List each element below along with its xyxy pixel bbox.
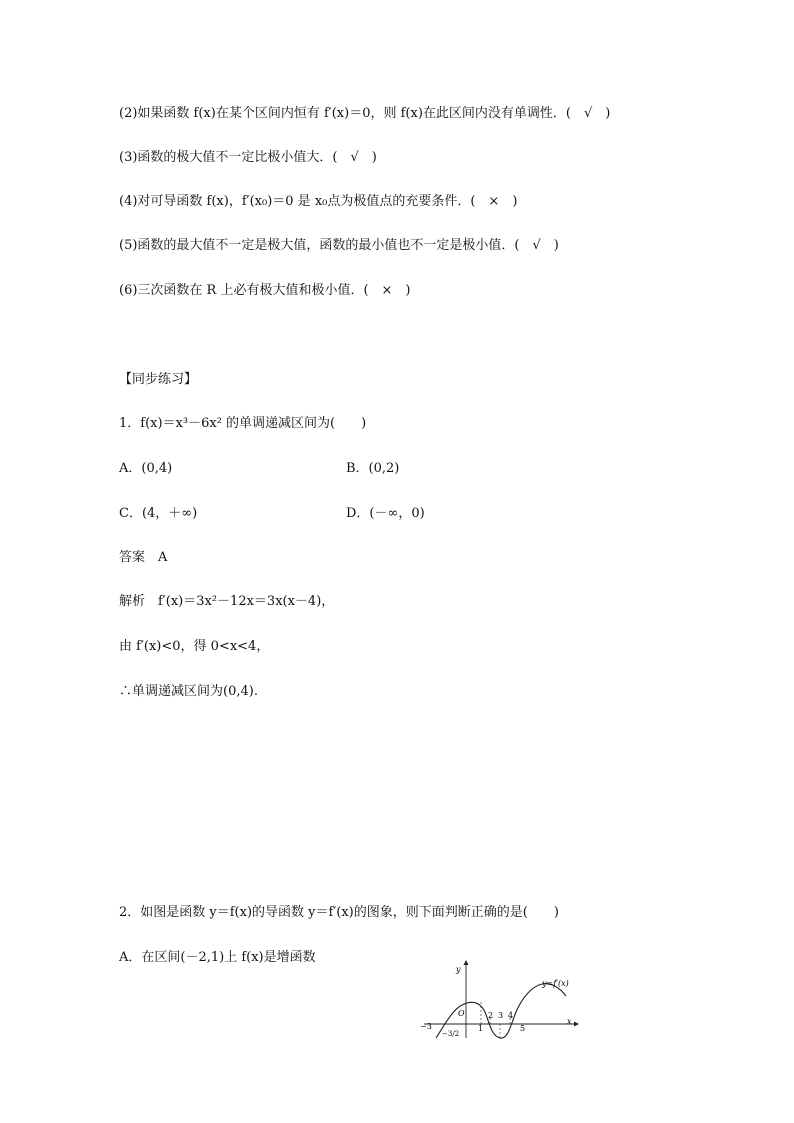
q1-analysis-2: 由 f′(x)<0，得 0<x<4， bbox=[119, 639, 270, 654]
tick-label-1: 1 bbox=[478, 1024, 484, 1033]
q1-stem: 1．f(x)＝x³－6x² 的单调递减区间为( ) bbox=[119, 416, 367, 431]
origin-label: O bbox=[458, 1009, 465, 1018]
curve-label: y=f′(x) bbox=[542, 979, 569, 988]
x-axis-arrow bbox=[574, 1022, 579, 1027]
q1-option-a: A．(0,4) bbox=[119, 461, 173, 476]
q1-analysis-3: ∴单调递减区间为(0,4). bbox=[119, 684, 258, 699]
q1-option-d: D．(－∞，0) bbox=[346, 506, 425, 521]
tick-label-neg3-2: −3/2 bbox=[442, 1030, 460, 1038]
q1-option-b: B．(0,2) bbox=[346, 461, 400, 476]
q1-analysis-1: 解析 f′(x)＝3x²－12x＝3x(x－4)， bbox=[119, 594, 335, 609]
statement-3: (3)函数的极大值不一定比极小值大．( √ ) bbox=[119, 150, 377, 165]
x-axis-label: x bbox=[567, 1017, 572, 1026]
q2-option-a: A．在区间(－2,1)上 f(x)是增函数 bbox=[119, 950, 316, 965]
statement-4: (4)对可导函数 f(x)，f′(x₀)＝0 是 x₀点为极值点的充要条件．( × ) bbox=[119, 194, 518, 209]
y-axis-label: y bbox=[456, 965, 461, 974]
tick-label-2: 2 bbox=[488, 1011, 494, 1020]
tick-label-4: 4 bbox=[508, 1011, 514, 1020]
tick-label-neg3: −3 bbox=[420, 1022, 432, 1031]
section-title: 【同步练习】 bbox=[119, 372, 198, 387]
statement-6: (6)三次函数在 R 上必有极大值和极小值．( × ) bbox=[119, 283, 411, 298]
statement-2: (2)如果函数 f(x)在某个区间内恒有 f′(x)＝0，则 f(x)在此区间内没有单调性．( √ ) bbox=[119, 106, 611, 121]
tick-label-5: 5 bbox=[520, 1024, 526, 1033]
q1-answer: 答案 A bbox=[119, 550, 168, 565]
q1-option-c: C．(4，＋∞) bbox=[119, 506, 198, 521]
statement-5: (5)函数的最大值不一定是极大值，函数的最小值也不一定是极小值．( √ ) bbox=[119, 238, 559, 253]
tick-label-3: 3 bbox=[498, 1011, 504, 1020]
derivative-graph bbox=[418, 958, 582, 1042]
q2-stem: 2．如图是函数 y＝f(x)的导函数 y＝f′(x)的图象，则下面判断正确的是( ) bbox=[119, 905, 559, 920]
y-axis-arrow bbox=[464, 960, 469, 965]
